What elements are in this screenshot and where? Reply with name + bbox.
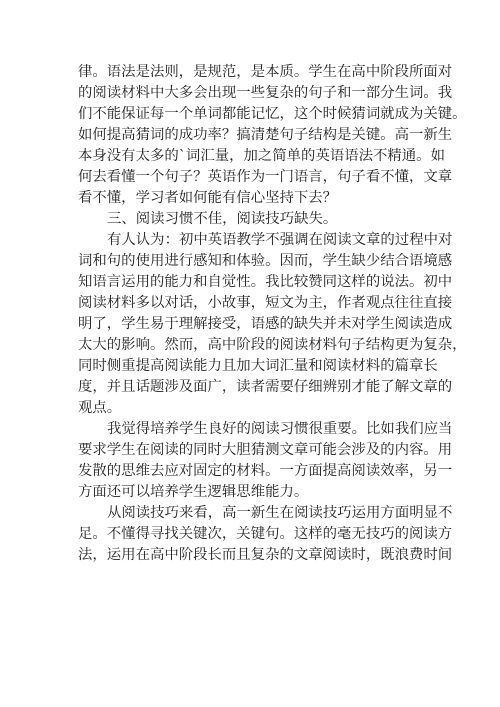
text-line: 词和句的使用进行感知和体验。因而，学生缺少结合语境感 xyxy=(78,253,453,269)
text-line: 阅读材料多以对话，小故事，短文为主，作者观点往往直接 xyxy=(78,295,453,311)
text-line: 们不能保证每一个单词都能记忆，这个时候猜词就成为关键。 xyxy=(78,106,467,122)
text-line: 何去看懂一个句子？英语作为一门语言，句子看不懂，文章 xyxy=(78,169,453,185)
text-line: 从阅读技巧来看，高一新生在阅读技巧运用方面明显不 xyxy=(107,505,453,521)
text-line: 同时侧重提高阅读能力且加大词汇量和阅读材料的篇章长 xyxy=(78,358,438,374)
text-line: 知语言运用的能力和自觉性。我比较赞同这样的说法。初中 xyxy=(78,274,453,290)
text-line: 太大的影响。然而，高中阶段的阅读材料句子结构更为复杂， xyxy=(78,337,467,353)
text-line: 律。语法是法则，是规范，是本质。学生在高中阶段所面对 xyxy=(78,64,453,80)
text-line: 观点。 xyxy=(78,400,122,416)
text-line: 如何提高猜词的成功率？搞清楚句子结构是关键。高一新生 xyxy=(78,127,453,143)
text-line: 我觉得培养学生良好的阅读习惯很重要。比如我们应当 xyxy=(107,421,453,437)
document-body xyxy=(0,62,500,566)
text-line: 发散的思维去应对固定的材料。一方面提高阅读效率，另一 xyxy=(78,463,453,479)
text-line: 本身没有太多的`词汇量，加之简单的英语语法不精通。如 xyxy=(78,148,445,164)
text-line: 的阅读材料中大多会出现一些复杂的句子和一部分生词。我 xyxy=(78,85,453,101)
text-line: 明了，学生易于理解接受，语感的缺失并未对学生阅读造成 xyxy=(78,316,453,332)
text-line: 有人认为：初中英语教学不强调在阅读文章的过程中对 xyxy=(107,232,453,248)
text-line: 法，运用在高中阶段长而且复杂的文章阅读时，既浪费时间 xyxy=(78,547,453,563)
text-line: 看不懂，学习者如何能有信心坚持下去？ xyxy=(78,190,338,206)
text-line: 度，并且话题涉及面广，读者需要仔细辨别才能了解文章的 xyxy=(78,379,453,395)
section-heading: 三、阅读习惯不佳，阅读技巧缺失。 xyxy=(107,211,338,227)
text-line: 方面还可以培养学生逻辑思维能力。 xyxy=(78,484,309,500)
text-line: 足。不懂得寻找关键次，关键句。这样的毫无技巧的阅读方 xyxy=(78,526,453,542)
text-line: 要求学生在阅读的同时大胆猜测文章可能会涉及的内容。用 xyxy=(78,442,453,458)
